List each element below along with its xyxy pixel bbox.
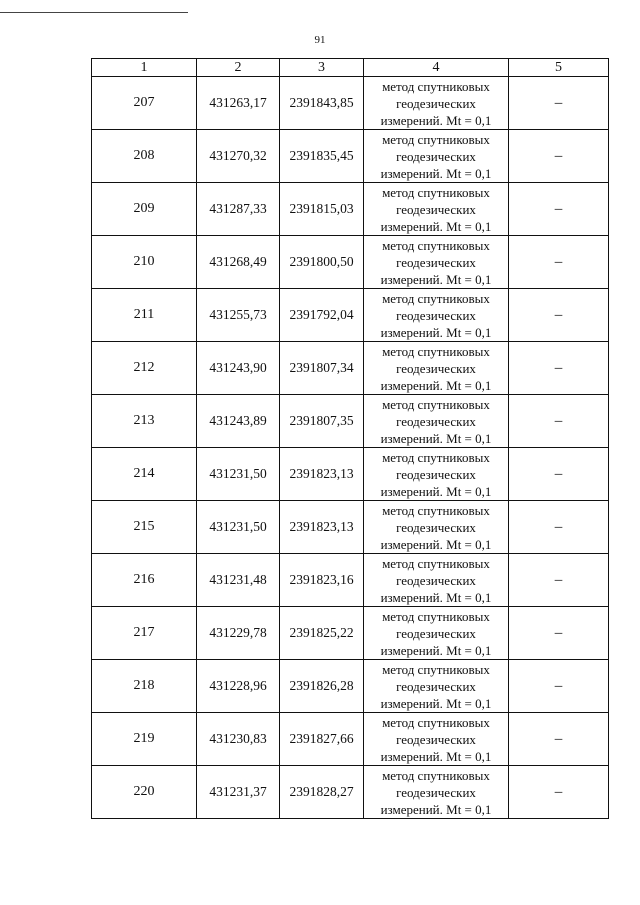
point-number-cell: 218 (92, 660, 197, 713)
table-row (92, 289, 609, 342)
coord-x-cell: 431263,17 (197, 77, 280, 130)
method-line: измерений. Mt = 0,1 (380, 324, 492, 340)
method-cell (364, 501, 509, 554)
header-col-1: 1 (92, 59, 197, 77)
coord-y-cell: 2391823,16 (280, 554, 364, 607)
method-line: измерений. Mt = 0,1 (380, 589, 492, 605)
method-line: метод спутниковых (382, 237, 490, 253)
point-number-cell: 217 (92, 607, 197, 660)
method-cell (364, 660, 509, 713)
point-number-cell: 213 (92, 395, 197, 448)
method-line: геодезических (396, 466, 476, 482)
method-cell (364, 607, 509, 660)
coord-x-cell: 431243,90 (197, 342, 280, 395)
table-row (92, 130, 609, 183)
coord-y-cell: 2391807,35 (280, 395, 364, 448)
method-line: геодезических (396, 360, 476, 376)
method-line: геодезических (396, 572, 476, 588)
table-row (92, 395, 609, 448)
method-line: метод спутниковых (382, 396, 490, 412)
method-line: метод спутниковых (382, 343, 490, 359)
point-number-cell: 215 (92, 501, 197, 554)
method-line: метод спутниковых (382, 290, 490, 306)
note-cell: – (509, 130, 609, 183)
coord-y-cell: 2391823,13 (280, 448, 364, 501)
note-cell: – (509, 660, 609, 713)
point-number-cell: 214 (92, 448, 197, 501)
coord-x-cell: 431243,89 (197, 395, 280, 448)
point-number-cell: 212 (92, 342, 197, 395)
table-row (92, 766, 609, 819)
note-cell: – (509, 501, 609, 554)
method-line: метод спутниковых (382, 449, 490, 465)
coord-y-cell: 2391843,85 (280, 77, 364, 130)
method-cell (364, 289, 509, 342)
coord-y-cell: 2391825,22 (280, 607, 364, 660)
method-line: измерений. Mt = 0,1 (380, 695, 492, 711)
point-number-cell: 210 (92, 236, 197, 289)
coord-x-cell: 431229,78 (197, 607, 280, 660)
header-col-5: 5 (509, 59, 609, 77)
method-line: геодезических (396, 413, 476, 429)
method-cell (364, 448, 509, 501)
method-cell (364, 766, 509, 819)
table-row (92, 342, 609, 395)
table-row (92, 448, 609, 501)
coord-x-cell: 431230,83 (197, 713, 280, 766)
method-line: метод спутниковых (382, 555, 490, 571)
table-header-row (92, 59, 609, 77)
method-line: метод спутниковых (382, 502, 490, 518)
coord-x-cell: 431268,49 (197, 236, 280, 289)
method-cell (364, 554, 509, 607)
point-number-cell: 207 (92, 77, 197, 130)
coord-y-cell: 2391826,28 (280, 660, 364, 713)
method-line: геодезических (396, 519, 476, 535)
table-row (92, 501, 609, 554)
point-number-cell: 211 (92, 289, 197, 342)
method-line: метод спутниковых (382, 184, 490, 200)
coord-y-cell: 2391815,03 (280, 183, 364, 236)
note-cell: – (509, 342, 609, 395)
method-cell (364, 130, 509, 183)
note-cell: – (509, 236, 609, 289)
method-line: измерений. Mt = 0,1 (380, 430, 492, 446)
table-body (92, 77, 609, 819)
coordinates-table (91, 58, 609, 819)
coord-y-cell: 2391828,27 (280, 766, 364, 819)
method-line: измерений. Mt = 0,1 (380, 483, 492, 499)
method-cell (364, 342, 509, 395)
coord-y-cell: 2391800,50 (280, 236, 364, 289)
method-line: метод спутниковых (382, 714, 490, 730)
note-cell: – (509, 183, 609, 236)
coord-x-cell: 431231,50 (197, 501, 280, 554)
coord-x-cell: 431231,50 (197, 448, 280, 501)
method-cell (364, 713, 509, 766)
method-line: геодезических (396, 254, 476, 270)
point-number-cell: 219 (92, 713, 197, 766)
coord-y-cell: 2391823,13 (280, 501, 364, 554)
method-line: геодезических (396, 625, 476, 641)
method-cell (364, 183, 509, 236)
note-cell: – (509, 713, 609, 766)
point-number-cell: 209 (92, 183, 197, 236)
method-line: метод спутниковых (382, 608, 490, 624)
coord-x-cell: 431228,96 (197, 660, 280, 713)
method-line: измерений. Mt = 0,1 (380, 271, 492, 287)
table-row (92, 713, 609, 766)
point-number-cell: 216 (92, 554, 197, 607)
method-line: метод спутниковых (382, 131, 490, 147)
method-line: геодезических (396, 307, 476, 323)
method-cell (364, 236, 509, 289)
note-cell: – (509, 289, 609, 342)
method-line: измерений. Mt = 0,1 (380, 536, 492, 552)
method-line: измерений. Mt = 0,1 (380, 377, 492, 393)
coord-x-cell: 431255,73 (197, 289, 280, 342)
method-line: измерений. Mt = 0,1 (380, 218, 492, 234)
table-row (92, 77, 609, 130)
method-line: метод спутниковых (382, 78, 490, 94)
point-number-cell: 208 (92, 130, 197, 183)
method-line: геодезических (396, 731, 476, 747)
table-row (92, 607, 609, 660)
method-line: метод спутниковых (382, 767, 490, 783)
method-line: геодезических (396, 148, 476, 164)
method-line: геодезических (396, 678, 476, 694)
table-row (92, 183, 609, 236)
header-col-3: 3 (280, 59, 364, 77)
coord-y-cell: 2391827,66 (280, 713, 364, 766)
coord-y-cell: 2391807,34 (280, 342, 364, 395)
table-row (92, 660, 609, 713)
note-cell: – (509, 766, 609, 819)
method-line: геодезических (396, 95, 476, 111)
note-cell: – (509, 77, 609, 130)
header-col-2: 2 (197, 59, 280, 77)
coord-x-cell: 431287,33 (197, 183, 280, 236)
table-row (92, 236, 609, 289)
method-line: геодезических (396, 201, 476, 217)
note-cell: – (509, 607, 609, 660)
method-line: измерений. Mt = 0,1 (380, 642, 492, 658)
note-cell: – (509, 554, 609, 607)
coord-x-cell: 431231,37 (197, 766, 280, 819)
method-cell (364, 77, 509, 130)
method-line: измерений. Mt = 0,1 (380, 801, 492, 817)
note-cell: – (509, 395, 609, 448)
coord-y-cell: 2391792,04 (280, 289, 364, 342)
note-cell: – (509, 448, 609, 501)
header-col-4: 4 (364, 59, 509, 77)
method-line: измерений. Mt = 0,1 (380, 165, 492, 181)
method-line: геодезических (396, 784, 476, 800)
page-number: 91 (314, 34, 326, 46)
point-number-cell: 220 (92, 766, 197, 819)
coord-x-cell: 431270,32 (197, 130, 280, 183)
method-line: измерений. Mt = 0,1 (380, 112, 492, 128)
method-line: измерений. Mt = 0,1 (380, 748, 492, 764)
coord-x-cell: 431231,48 (197, 554, 280, 607)
top-rule (0, 12, 188, 13)
method-line: метод спутниковых (382, 661, 490, 677)
coord-y-cell: 2391835,45 (280, 130, 364, 183)
table-row (92, 554, 609, 607)
method-cell (364, 395, 509, 448)
